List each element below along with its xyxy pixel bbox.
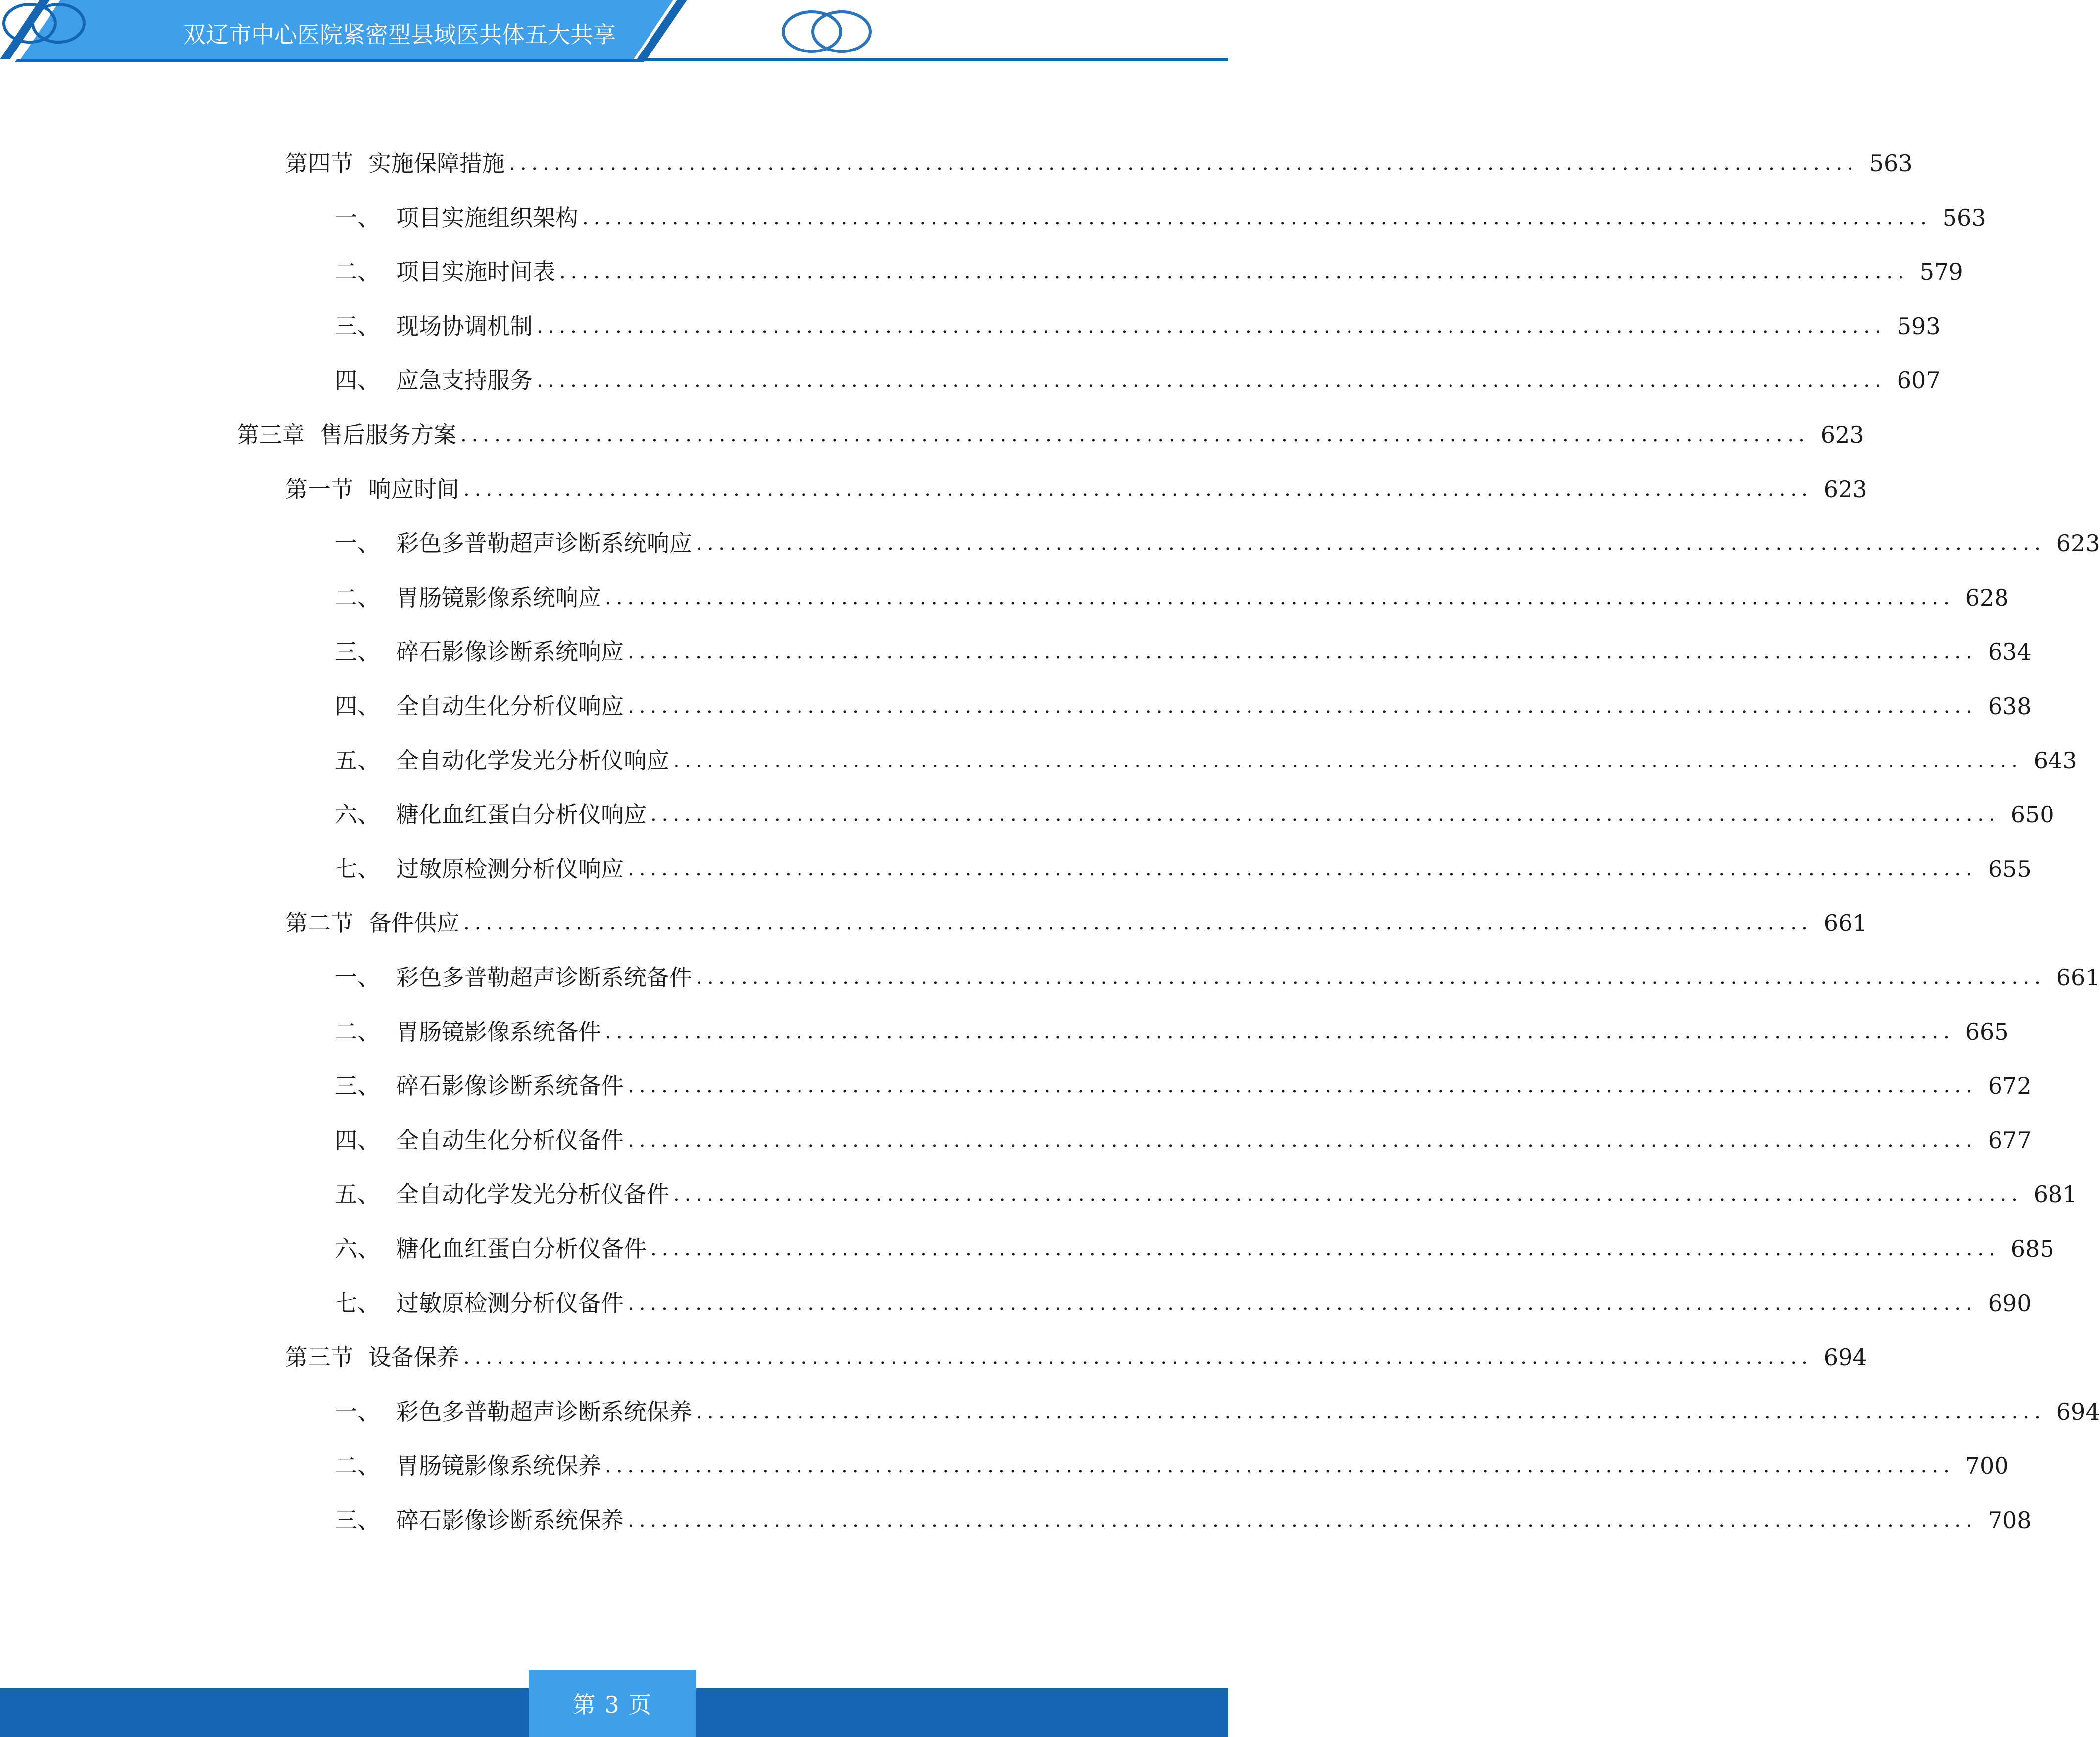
toc-entry-page: 694 xyxy=(1823,1344,1867,1371)
toc-entry-label xyxy=(335,1229,650,1269)
toc-entry-title: 全自动化学发光分析仪响应 xyxy=(396,747,669,774)
toc-entry-label xyxy=(335,1012,605,1052)
toc-entry[interactable] xyxy=(335,360,1941,400)
toc-entry-label xyxy=(285,1337,463,1377)
toc-entry-page: 677 xyxy=(1988,1127,2032,1154)
toc-entry-title: 过敏原检测分析仪响应 xyxy=(396,856,624,882)
toc-entry-title: 彩色多普勒超声诊断系统备件 xyxy=(396,964,692,991)
toc-entry-page: 694 xyxy=(2056,1398,2100,1425)
toc-entry-title: 碎石影像诊断系统保养 xyxy=(396,1507,624,1533)
toc-entry-label xyxy=(335,1446,605,1485)
toc-entry-title: 彩色多普勒超声诊断系统响应 xyxy=(396,530,692,557)
toc-entry-title: 胃肠镜影像系统保养 xyxy=(396,1452,601,1479)
toc-entry-label xyxy=(335,198,582,238)
toc-entry-title: 全自动化学发光分析仪备件 xyxy=(396,1181,669,1208)
toc-leader-dots: ........................................................................................................................ xyxy=(696,966,2046,989)
toc-entry-page: 643 xyxy=(2033,747,2077,774)
toc-leader-dots: ........................................................................................................................ xyxy=(628,640,1977,663)
toc-entry-page: 607 xyxy=(1897,367,1941,394)
toc-entry-page: 638 xyxy=(1988,693,2032,719)
toc-leader-dots: ........................................................................................................................ xyxy=(537,315,1886,338)
toc-leader-dots: ........................................................................................................................ xyxy=(650,803,2000,826)
toc-entry-title: 现场协调机制 xyxy=(396,313,533,340)
toc-entry-label xyxy=(335,632,628,671)
toc-leader-dots: ........................................................................................................................ xyxy=(605,1021,1954,1043)
toc-entry-number: 三、 xyxy=(335,313,380,340)
page-header xyxy=(0,0,1228,64)
toc-leader-dots: ........................................................................................................................ xyxy=(673,1183,2023,1206)
toc-entry[interactable] xyxy=(335,1446,2009,1485)
toc-leader-dots: ........................................................................................................................ xyxy=(559,260,1909,283)
toc-entry-number: 七、 xyxy=(335,856,380,882)
toc-entry-number: 三、 xyxy=(335,638,380,665)
toc-entry-label xyxy=(335,849,628,889)
toc-leader-dots: ........................................................................................................................ xyxy=(628,1509,1977,1532)
toc-entry-label xyxy=(335,958,696,997)
toc-entry-number: 四、 xyxy=(335,1127,380,1154)
toc-entry-number: 一、 xyxy=(335,1398,380,1425)
toc-entry-label xyxy=(335,741,673,780)
toc-leader-dots: ........................................................................................................................ xyxy=(463,912,1813,934)
toc-leader-dots: ........................................................................................................................ xyxy=(628,1292,1977,1315)
toc-entry[interactable] xyxy=(285,903,1867,943)
toc-entry-page: 672 xyxy=(1988,1073,2032,1099)
toc-leader-dots: ........................................................................................................................ xyxy=(696,1400,2046,1423)
toc-entry-title: 碎石影像诊断系统备件 xyxy=(396,1073,624,1099)
toc-entry[interactable] xyxy=(335,1392,2100,1431)
toc-entry[interactable] xyxy=(335,795,2054,834)
toc-entry-page: 690 xyxy=(1988,1290,2032,1317)
toc-entry-number: 第四节 xyxy=(285,150,353,177)
toc-entry-page: 623 xyxy=(1823,476,1867,503)
toc-entry-title: 碎石影像诊断系统响应 xyxy=(396,638,624,665)
toc-leader-dots: ........................................................................................................................ xyxy=(463,1346,1813,1369)
toc-entry-label xyxy=(335,795,650,834)
toc-entry-page: 623 xyxy=(1820,421,1864,448)
toc-entry[interactable] xyxy=(285,144,1913,183)
toc-entry-title: 响应时间 xyxy=(368,476,459,503)
toc-entry-title: 项目实施组织架构 xyxy=(396,204,578,231)
toc-entry[interactable] xyxy=(285,469,1867,509)
toc-entry[interactable] xyxy=(335,1500,2032,1540)
toc-entry-page: 634 xyxy=(1988,638,2032,665)
toc-leader-dots: ........................................................................................................................ xyxy=(460,423,1810,446)
toc-entry-label xyxy=(285,144,509,183)
toc-entry-number: 四、 xyxy=(335,693,380,719)
double-ring-logo-icon xyxy=(0,0,89,47)
toc-entry[interactable] xyxy=(335,578,2009,617)
toc-entry-number: 第二节 xyxy=(285,910,353,936)
toc-entry-page: 708 xyxy=(1988,1507,2032,1533)
toc-entry-title: 过敏原检测分析仪备件 xyxy=(396,1290,624,1317)
toc-entry-label xyxy=(335,1121,628,1160)
header-title: 双辽市中心医院紧密型县域医共体五大共享 xyxy=(183,21,616,48)
toc-entry-label xyxy=(335,252,559,292)
toc-entry-title: 应急支持服务 xyxy=(396,367,533,394)
toc-entry-label xyxy=(335,1175,673,1214)
toc-entry[interactable] xyxy=(335,523,2100,563)
toc-entry-title: 糖化血红蛋白分析仪备件 xyxy=(396,1235,647,1262)
toc-entry-page: 700 xyxy=(1965,1452,2009,1479)
toc-entry-number: 六、 xyxy=(335,801,380,828)
toc-entry-number: 二、 xyxy=(335,584,380,611)
toc-entry[interactable] xyxy=(335,307,1941,346)
toc-entry-number: 三、 xyxy=(335,1507,380,1533)
toc-entry-page: 661 xyxy=(1823,910,1867,936)
toc-leader-dots: ........................................................................................................................ xyxy=(509,152,1858,175)
toc-entry-title: 项目实施时间表 xyxy=(396,258,555,285)
toc-entry-number: 一、 xyxy=(335,530,380,557)
toc-entry-page: 665 xyxy=(1965,1019,2009,1045)
toc-entry-page: 655 xyxy=(1988,856,2032,882)
toc-entry[interactable] xyxy=(335,1012,2009,1052)
toc-entry-title: 售后服务方案 xyxy=(320,421,456,448)
toc-entry[interactable] xyxy=(335,958,2100,997)
toc-entry-title: 全自动生化分析仪响应 xyxy=(396,693,624,719)
toc-leader-dots: ........................................................................................................................ xyxy=(582,206,1932,229)
toc-leader-dots: ........................................................................................................................ xyxy=(696,532,2046,555)
toc-entry-title: 全自动生化分析仪备件 xyxy=(396,1127,624,1154)
toc-entry[interactable] xyxy=(335,686,2032,726)
toc-leader-dots: ........................................................................................................................ xyxy=(628,695,1977,717)
toc-entry-label xyxy=(335,1392,696,1431)
toc-entry[interactable] xyxy=(335,1283,2032,1323)
toc-leader-dots: ........................................................................................................................ xyxy=(628,1074,1977,1097)
toc-leader-dots: ........................................................................................................................ xyxy=(673,749,2023,772)
toc-entry-title: 设备保养 xyxy=(368,1344,459,1371)
toc-entry-page: 563 xyxy=(1869,150,1913,177)
toc-entry-title: 糖化血红蛋白分析仪响应 xyxy=(396,801,647,828)
toc-entry[interactable] xyxy=(237,415,1864,455)
toc-entry-number: 六、 xyxy=(335,1235,380,1262)
toc-entry-label xyxy=(335,1066,628,1106)
toc-entry-number: 二、 xyxy=(335,1019,380,1045)
toc-entry-number: 七、 xyxy=(335,1290,380,1317)
toc-entry-label xyxy=(335,686,628,726)
toc-entry[interactable] xyxy=(335,198,1986,238)
toc-leader-dots: ........................................................................................................................ xyxy=(605,586,1954,609)
page-number: 第 3 页 xyxy=(529,1670,696,1737)
toc-entry-title: 彩色多普勒超声诊断系统保养 xyxy=(396,1398,692,1425)
toc-entry-page: 579 xyxy=(1919,258,1963,285)
toc-entry-page: 650 xyxy=(2010,801,2054,828)
toc-leader-dots: ........................................................................................................................ xyxy=(463,478,1813,501)
toc-entry-title: 实施保障措施 xyxy=(368,150,505,177)
toc-entry[interactable] xyxy=(335,1121,2032,1160)
toc-entry[interactable] xyxy=(335,1066,2032,1106)
toc-entry[interactable] xyxy=(335,1229,2054,1269)
toc-entry-label xyxy=(335,1500,628,1540)
toc-entry[interactable] xyxy=(335,741,2077,780)
toc-entry-number: 二、 xyxy=(335,1452,380,1479)
toc-entry-number: 五、 xyxy=(335,1181,380,1208)
toc-leader-dots: ........................................................................................................................ xyxy=(628,1129,1977,1152)
toc-entry-label xyxy=(335,1283,628,1323)
toc-entry-label xyxy=(285,903,463,943)
toc-leader-dots: ........................................................................................................................ xyxy=(605,1454,1954,1477)
toc-entry[interactable] xyxy=(335,632,2032,671)
toc-entry[interactable] xyxy=(335,849,2032,889)
toc-entry-title: 胃肠镜影像系统响应 xyxy=(396,584,601,611)
toc-entry-label xyxy=(285,469,463,509)
toc-entry-page: 563 xyxy=(1942,204,1986,231)
toc-entry-label xyxy=(335,578,605,617)
toc-entry-number: 四、 xyxy=(335,367,380,394)
toc-entry-label xyxy=(335,307,537,346)
toc-entry-title: 胃肠镜影像系统备件 xyxy=(396,1019,601,1045)
toc-entry-number: 三、 xyxy=(335,1073,380,1099)
toc-entry-page: 628 xyxy=(1965,584,2009,611)
toc-entry[interactable] xyxy=(335,252,1963,292)
toc-leader-dots: ........................................................................................................................ xyxy=(537,369,1886,392)
toc-entry-number: 第一节 xyxy=(285,476,353,503)
toc-entry-number: 五、 xyxy=(335,747,380,774)
toc-leader-dots: ........................................................................................................................ xyxy=(628,858,1977,880)
toc-entry-label xyxy=(335,523,696,563)
toc-entry-number: 第三章 xyxy=(237,421,305,448)
toc-entry-page: 661 xyxy=(2056,964,2100,991)
toc-leader-dots: ........................................................................................................................ xyxy=(650,1237,2000,1260)
toc-entry-page: 681 xyxy=(2033,1181,2077,1208)
toc-entry-label xyxy=(335,360,537,400)
toc-entry-page: 593 xyxy=(1897,313,1941,340)
toc-entry[interactable] xyxy=(335,1175,2077,1214)
toc-entry-number: 第三节 xyxy=(285,1344,353,1371)
toc-entry-number: 一、 xyxy=(335,204,380,231)
toc-entry-title: 备件供应 xyxy=(368,910,459,936)
toc-entry-number: 二、 xyxy=(335,258,380,285)
toc-entry-number: 一、 xyxy=(335,964,380,991)
toc-entry-page: 685 xyxy=(2010,1235,2054,1262)
toc-entry-page: 623 xyxy=(2056,530,2100,557)
toc-entry-label xyxy=(237,415,460,455)
toc-entry[interactable] xyxy=(285,1337,1867,1377)
